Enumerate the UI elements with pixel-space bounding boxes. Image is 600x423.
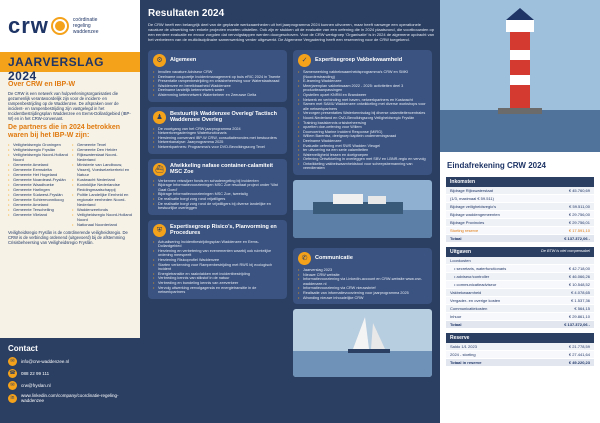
result-card (148, 50, 287, 102)
result-card (148, 107, 287, 154)
card-list-item: • Informatievoorziening via CRW nieuwsbrief (298, 286, 427, 291)
partner-item: • Nationaal Noorderland (72, 222, 132, 227)
partner-item: • Veiligheidsregio Noord-Holland Noord (72, 212, 132, 222)
partner-item: • Ministerie van Landbouw, Visserij, Voedselzekerheid en Natuur (72, 162, 132, 177)
finance-value: € 42.718,00 (568, 266, 590, 271)
finance-label: Storting reserve (450, 228, 479, 233)
card-header (298, 252, 427, 265)
card-header (153, 163, 282, 176)
card-list-item: • Netwerkpartners: Programma's voor DVD-Bevolkingszorg Texel (153, 145, 282, 150)
finance-label: Communicatiekosten (450, 306, 488, 311)
partner-item: • Politie Landelijke Eenheid en regionale eenheden Noord-Nederland (72, 192, 132, 207)
card-list-item: • Netwerkanalyse: Jaarprogramma 2025 (153, 140, 282, 145)
finance-row (446, 187, 594, 195)
contact-item[interactable] (8, 369, 132, 378)
finance-value: € 4.078,65 (571, 290, 590, 295)
people-icon: ♟ (153, 111, 166, 124)
card-list-item: • Presentatie rampenbestrijding en crisisbeheersing voor Waterstaatsraad (153, 79, 282, 84)
partner-item: • Waddenzeefonds (72, 207, 132, 212)
card-list-item: • De realisatie borgt zorg rond de vrijwilligers bij diverse landelijke en bestuurlijke overleggen (153, 202, 282, 211)
contact-text: info@crw-waddenzee.nl (21, 359, 70, 364)
partner-item: • Gemeente Het Hogeland (8, 172, 68, 177)
card-list-item: • Jaarverslag 2023 (298, 268, 427, 273)
card-list-item: • Doorvoering Marine Incident Response (MIRG) (298, 130, 427, 135)
results-panel (140, 0, 440, 423)
finance-label: Totaal in reserve (450, 360, 482, 365)
contact-item[interactable] (8, 381, 132, 390)
card-list-item: • Training basiskennis crisisbeheersing (298, 121, 427, 126)
contact-section (0, 338, 140, 423)
finance-row (446, 203, 594, 211)
partners-column-1 (8, 142, 68, 227)
card-list-item: • Waddenzee en bereikbaarheid Waddenzee (153, 84, 282, 89)
card-list-item: • Starten verkenning voor Rampenbestrijding met RWS bij ecologisch incident (153, 263, 282, 272)
finance-label: Saldo 1/1 2023 (450, 344, 477, 349)
finance-label: Bijdrage veiligheidsregio's (450, 204, 497, 209)
ship-icon: ⛴ (153, 163, 166, 176)
finance-label: Vergader- en overige kosten (450, 298, 501, 303)
partner-item: • Gemeente Eemsdelta (8, 167, 68, 172)
card-list-item: • opzetten doe-oefening voor Willem (298, 125, 427, 130)
result-card (293, 248, 432, 304)
card-list (153, 240, 282, 295)
card-list (298, 70, 427, 171)
card-list (153, 127, 282, 150)
report-title: JAARVERSLAG 2024 (0, 52, 140, 72)
lighthouse-photo (440, 0, 600, 152)
finance-heading: Eindafrekening CRW 2024 (447, 161, 546, 170)
card-list-item: • Afronding nieuwe inhoudelijke CRW (298, 296, 427, 301)
card-list-item: • Verkennen reiswijzer fonds en schaderegeling bij incidenten (153, 179, 282, 184)
contact-item[interactable] (8, 393, 132, 403)
expenses-header: Uitgaven De BTW is niet compensabel (446, 247, 594, 257)
card-header (298, 54, 427, 67)
finance-value: € 59.511,00 (569, 204, 590, 209)
finance-row (446, 321, 594, 329)
finance-value: € 21.778,59 (568, 344, 590, 349)
expenses-table (446, 247, 594, 329)
check-icon: ✓ (298, 54, 311, 67)
results-heading: Resultaten 2024 (148, 8, 225, 19)
logo-subtitle: coördinatie regeling waddenzee (72, 17, 99, 35)
card-header (153, 224, 282, 237)
finance-row (446, 227, 594, 235)
card-title: Algemeen (170, 57, 197, 64)
income-header: Inkomsten (446, 177, 594, 187)
finance-label: • communicatieadviseur (454, 282, 497, 287)
partner-item: • Kustwacht Nederland (72, 177, 132, 182)
contact-text: www.linkedin.com/company/coordinatie-regeling-waddenzee (21, 393, 119, 403)
partner-item: • Gemeente Terschelling (8, 207, 68, 212)
finance-label: • adviseur/controller (454, 274, 490, 279)
card-header (153, 111, 282, 124)
finance-row (446, 273, 594, 281)
card-list-item: • Samen met SAMU Waddenzee ontwikkeling met diverse workshops voor alle netwerkpartners (298, 102, 427, 111)
link-icon: in (8, 394, 17, 403)
result-card (148, 220, 287, 299)
finance-value: € 137.372,06 - (564, 322, 590, 327)
finance-row (446, 211, 594, 219)
card-title: Bestuurlijk Waddenzee Overleg/ Tactisch Waddenzee Overleg (170, 110, 277, 124)
phone-icon: ☎ (9, 370, 16, 376)
finance-panel (440, 0, 600, 423)
shield-icon: ⛨ (153, 224, 166, 237)
partner-item: • Gemeente Harlingen (8, 187, 68, 192)
card-list-item: • Deelname landelijk ketennetwerk water (153, 88, 282, 93)
card-list-item: • Samenwerking vakbekwaamheidsprogramma's CRW en SMKI (Noorderstranding) (298, 70, 427, 79)
card-list (153, 70, 282, 98)
card-list-item: • Hersiening convenant IBP-W CRW, consultatierondes met bestuurders (153, 136, 282, 141)
about-heading: Over CRW en IBP-W (8, 81, 76, 88)
result-card (148, 159, 287, 215)
card-list (153, 179, 282, 211)
finance-row (446, 265, 594, 273)
card-list (298, 268, 427, 300)
card-header (153, 54, 282, 67)
finance-row (446, 219, 594, 227)
finance-value: € 46.066,26 (568, 274, 590, 279)
card-list-item: • Meerjarenplan vakbekwaam 2022 - 2025: activiteiten deel 3 productieaanpassingen (298, 84, 427, 93)
finance-label: Vakbekwaamheid (450, 290, 482, 295)
card-list-item: • De voortgang van het CRW jaarprogramma 2024 (153, 127, 282, 132)
coordination-text: Veiligheidsregio Fryslân is de coördinerende veiligheidsregio. De CRW is de verbinding ordenend (uitgevoerd) bij de afstemming Crisisbeheersing van Veiligheidsregio Fryslân. (8, 230, 128, 245)
partner-item: • Gemeente Súdwest-Fryslân (8, 192, 68, 197)
card-title: Communicatie (315, 255, 353, 262)
card-list-item: • Oefening Ontwikkeling in overleggen met SBV en LBNR-regio en vervolg (298, 157, 427, 162)
card-list-item: • Herziening Risicoprofiel Waddenzee (153, 258, 282, 263)
card-list-item: • Opstellen opzet KNRM en Brandweer (298, 93, 427, 98)
finance-value: € 29.756,01 (568, 220, 590, 225)
partner-item: • Gemeente Noardeast-Fryslân (8, 177, 68, 182)
card-title: Expertisegroep Risico's, Planvorming en Procedures (170, 223, 277, 237)
result-card (293, 50, 432, 175)
card-list-item: • Bijdrage Informatievoorzieningen MSC Zoe, tweetalig (153, 192, 282, 197)
card-list-item: • E-learning Waddenzee (298, 79, 427, 84)
mail-icon: ✉ (8, 381, 17, 390)
contact-heading: Contact (8, 344, 38, 353)
card-list-item: • Ontwikkeling vakbekwaamheidstool voor scheepsbemanning van veerdiensten (298, 162, 427, 171)
card-list-item: • Deelname Waddenzee (298, 139, 427, 144)
card-title: Expertisegroep Vakbekwaamheid (315, 57, 403, 64)
partner-item: • Gemeente Ameland (8, 202, 68, 207)
card-list-item: • Verbreding kennis van stikstof in de natuur (153, 276, 282, 281)
finance-row (446, 257, 594, 265)
card-list-item: • Realisatie van informatievoorziening voor jaarprogramma 2025 (298, 291, 427, 296)
partner-item: • Veiligheidsregio Groningen (8, 142, 68, 147)
partners-list (8, 142, 132, 227)
results-column-right (293, 50, 432, 387)
finance-label: Loonkosten (450, 258, 471, 263)
partner-item: • Veiligheidsregio Fryslân (8, 147, 68, 152)
finance-row (446, 343, 594, 351)
partner-item: • Gemeente Den Helder (72, 147, 132, 152)
finance-row (446, 289, 594, 297)
income-table (446, 177, 594, 243)
contact-text: crw@fryslan.nl (21, 383, 51, 388)
finance-label: Bijdrage Rijkswaterstaat (450, 188, 493, 193)
finance-value: € 27.441,64 (568, 352, 590, 357)
partner-item: • Rijkswaterstaat Noord-Nederland (72, 152, 132, 162)
partner-item: • Gemeente Schiermonnikoog (8, 197, 68, 202)
results-column-left (148, 50, 287, 387)
finance-row (446, 297, 594, 305)
left-body (0, 72, 140, 251)
finance-label: Totaal (450, 322, 462, 327)
finance-value: € 10.548,52 (568, 282, 590, 287)
finance-row (446, 235, 594, 243)
finance-value: € 29.861,10 (568, 314, 590, 319)
partner-item: • Gemeente Waadhoeke (8, 182, 68, 187)
finance-label: Inhuur (450, 314, 462, 319)
contact-text: 088 22 99 111 (21, 371, 50, 376)
card-title: Afwikkeling nafase container-calamiteit MSC Zoe (170, 162, 274, 176)
card-list-item: • Verzorgen presentaties Waterkennisdag bij diverse calamiteitencentrales (298, 111, 427, 116)
partners-column-2 (72, 142, 132, 227)
sun-logo-icon (53, 19, 67, 33)
card-list-item: • ter uitvoering na een serie calamiteiten (298, 148, 427, 153)
card-list-item: • Deelname coupuretje Incidentmanagement op buis eRIC 2024 in Twente (153, 75, 282, 80)
card-list-item: • Bijdrage Informatievoorzieningen MSC Zoe resultaat project onder 'Wat Gaat Goed' (153, 183, 282, 192)
partner-item: • Gemeente Texel (72, 142, 132, 147)
left-panel (0, 0, 140, 423)
finance-label: • secretaris, waterfunctionaris (454, 266, 507, 271)
harbor-photo (293, 180, 432, 238)
sailboat-photo (293, 309, 432, 377)
finance-label: Bijdrage Provincies (450, 220, 485, 225)
logo-wordmark: crw (8, 13, 49, 38)
results-intro: De CRW heeft een belangrijk deel van de geplande werkzaamheden uit het jaarprogramma 2024 kunnen uitvoeren, maar heeft vanwege een operationele vacature de uitwerking van enkele projecten moeten uitstellen. Ook zijn er stukken uit de evaluatie van een oefening die in 2024 plaatsvond, die voortbouwden op een eerdere evaluatie en ervoor zorgden dat vervolgstappen werden doorgeschoven. Voor de CRW werkgroep 'Organisatie' is in 2024 de algemene opdracht van het verbeteren van de multidisciplinaire samenwerking verder uitgewerkt. De Algemene Vergadering heeft een reservering voor de CRW toegekend. (148, 22, 435, 42)
reserve-table (446, 333, 594, 367)
finance-row (446, 281, 594, 289)
card-list-item: • Invullen vacature Adviseur CRW (153, 70, 282, 75)
finance-value: € 29.756,00 (568, 212, 590, 217)
card-list-item: • Willem Barentsz, deelgroep kapitein ondernemingsraad (298, 134, 427, 139)
finance-label: Bijdrage waddengemeenten (450, 212, 500, 217)
finance-row (446, 359, 594, 367)
partners-heading: De partners die in 2024 betrokken waren bij het IBP-W zijn: (8, 124, 121, 139)
reserve-header: Reserve (446, 333, 594, 343)
card-list-item: • Netwerk en verbinding met haven, netwerkpartners en Kustwacht (298, 98, 427, 103)
finance-label: 2024 - storting (450, 352, 476, 357)
partner-item: • Veiligheidsregio Noord-Holland Noord (8, 152, 68, 162)
gear-icon: ⚙ (153, 54, 166, 67)
card-list-item: • Verbreding en bundeling kennis van zeeverkeer (153, 281, 282, 286)
card-list-item: • Vervolg uitwerking vervolgagenda en energietransitie in de netwerkpartners (153, 286, 282, 295)
partner-item: • Koninklijke Nederlandse Reddingmaatschappij (72, 182, 132, 192)
finance-value: € 564,15 (574, 306, 590, 311)
card-list-item: • De realisatie borgt zorg rond vrijwilligers (153, 197, 282, 202)
card-list-item: • Energietransitie en raakvlakken met incidentbestrijding (153, 272, 282, 277)
finance-value: € 49.220,23 (568, 360, 590, 365)
mail-icon: ✉ (8, 357, 17, 366)
card-list-item: • Informatievoorziening via LinkedIn-account en CRW-website www.crw-waddenzee.nl (298, 277, 427, 286)
finance-row (446, 305, 594, 313)
card-list-item: • Actualisering Incidentbestrijdingsplan Waddenzee en Eems-Dollardgebied (153, 240, 282, 249)
finance-value: € 45.760,69 (568, 188, 590, 193)
card-list-item: • Nieuwe CRW website (298, 273, 427, 278)
finance-value: € 137.372,06 - (564, 236, 590, 241)
card-list-item: • Herziening en verbetering van evenementen waarbij ook ruimtelijke ordening meespeelt (153, 249, 282, 258)
finance-row (446, 313, 594, 321)
logo-area (0, 0, 140, 52)
contact-item[interactable] (8, 357, 132, 366)
finance-row (446, 195, 594, 203)
finance-label: Totaal (450, 236, 462, 241)
card-list-item: • Netwerkvergaderingen Waterfunctionaris (153, 131, 282, 136)
finance-value: € 17.591,10 (568, 228, 590, 233)
partner-item: • Gemeente Ameland (8, 162, 68, 167)
card-list-item: • Waterveiligheid lessen en doelgroepen (298, 153, 427, 158)
finance-label: (1/3, maximaal € 59.511) (450, 196, 494, 201)
finance-value: € 1.537,36 (571, 298, 590, 303)
megaphone-icon: ✆ (298, 252, 311, 265)
finance-row (446, 351, 594, 359)
card-list-item: • Afstemming ketennetwerk Waterbeheer en Zeeuwse Delta (153, 93, 282, 98)
card-list-item: • Noord-Nederland en OvD-Bevolkingszorg Veiligheidsregio Fryslân (298, 116, 427, 121)
partner-item: • Gemeente Vlieland (8, 212, 68, 217)
about-text: De CRW is een netwerk van hulpverleningsorganisaties die gezamenlijk verantwoordelijk zijn voor de incident- en rampenbestrijding op de Waddenzee. De afspraken over de incident- en rampenbestrijding zijn vastgelegd in het Incidentbestrijdingsplan Waddenzee en Eems-Dollardgebied (IBP-W) en in het CRW-convenant. (8, 91, 131, 121)
card-list-item: • Evaluatie oefening met SWS Wadden Vleugel (298, 144, 427, 149)
